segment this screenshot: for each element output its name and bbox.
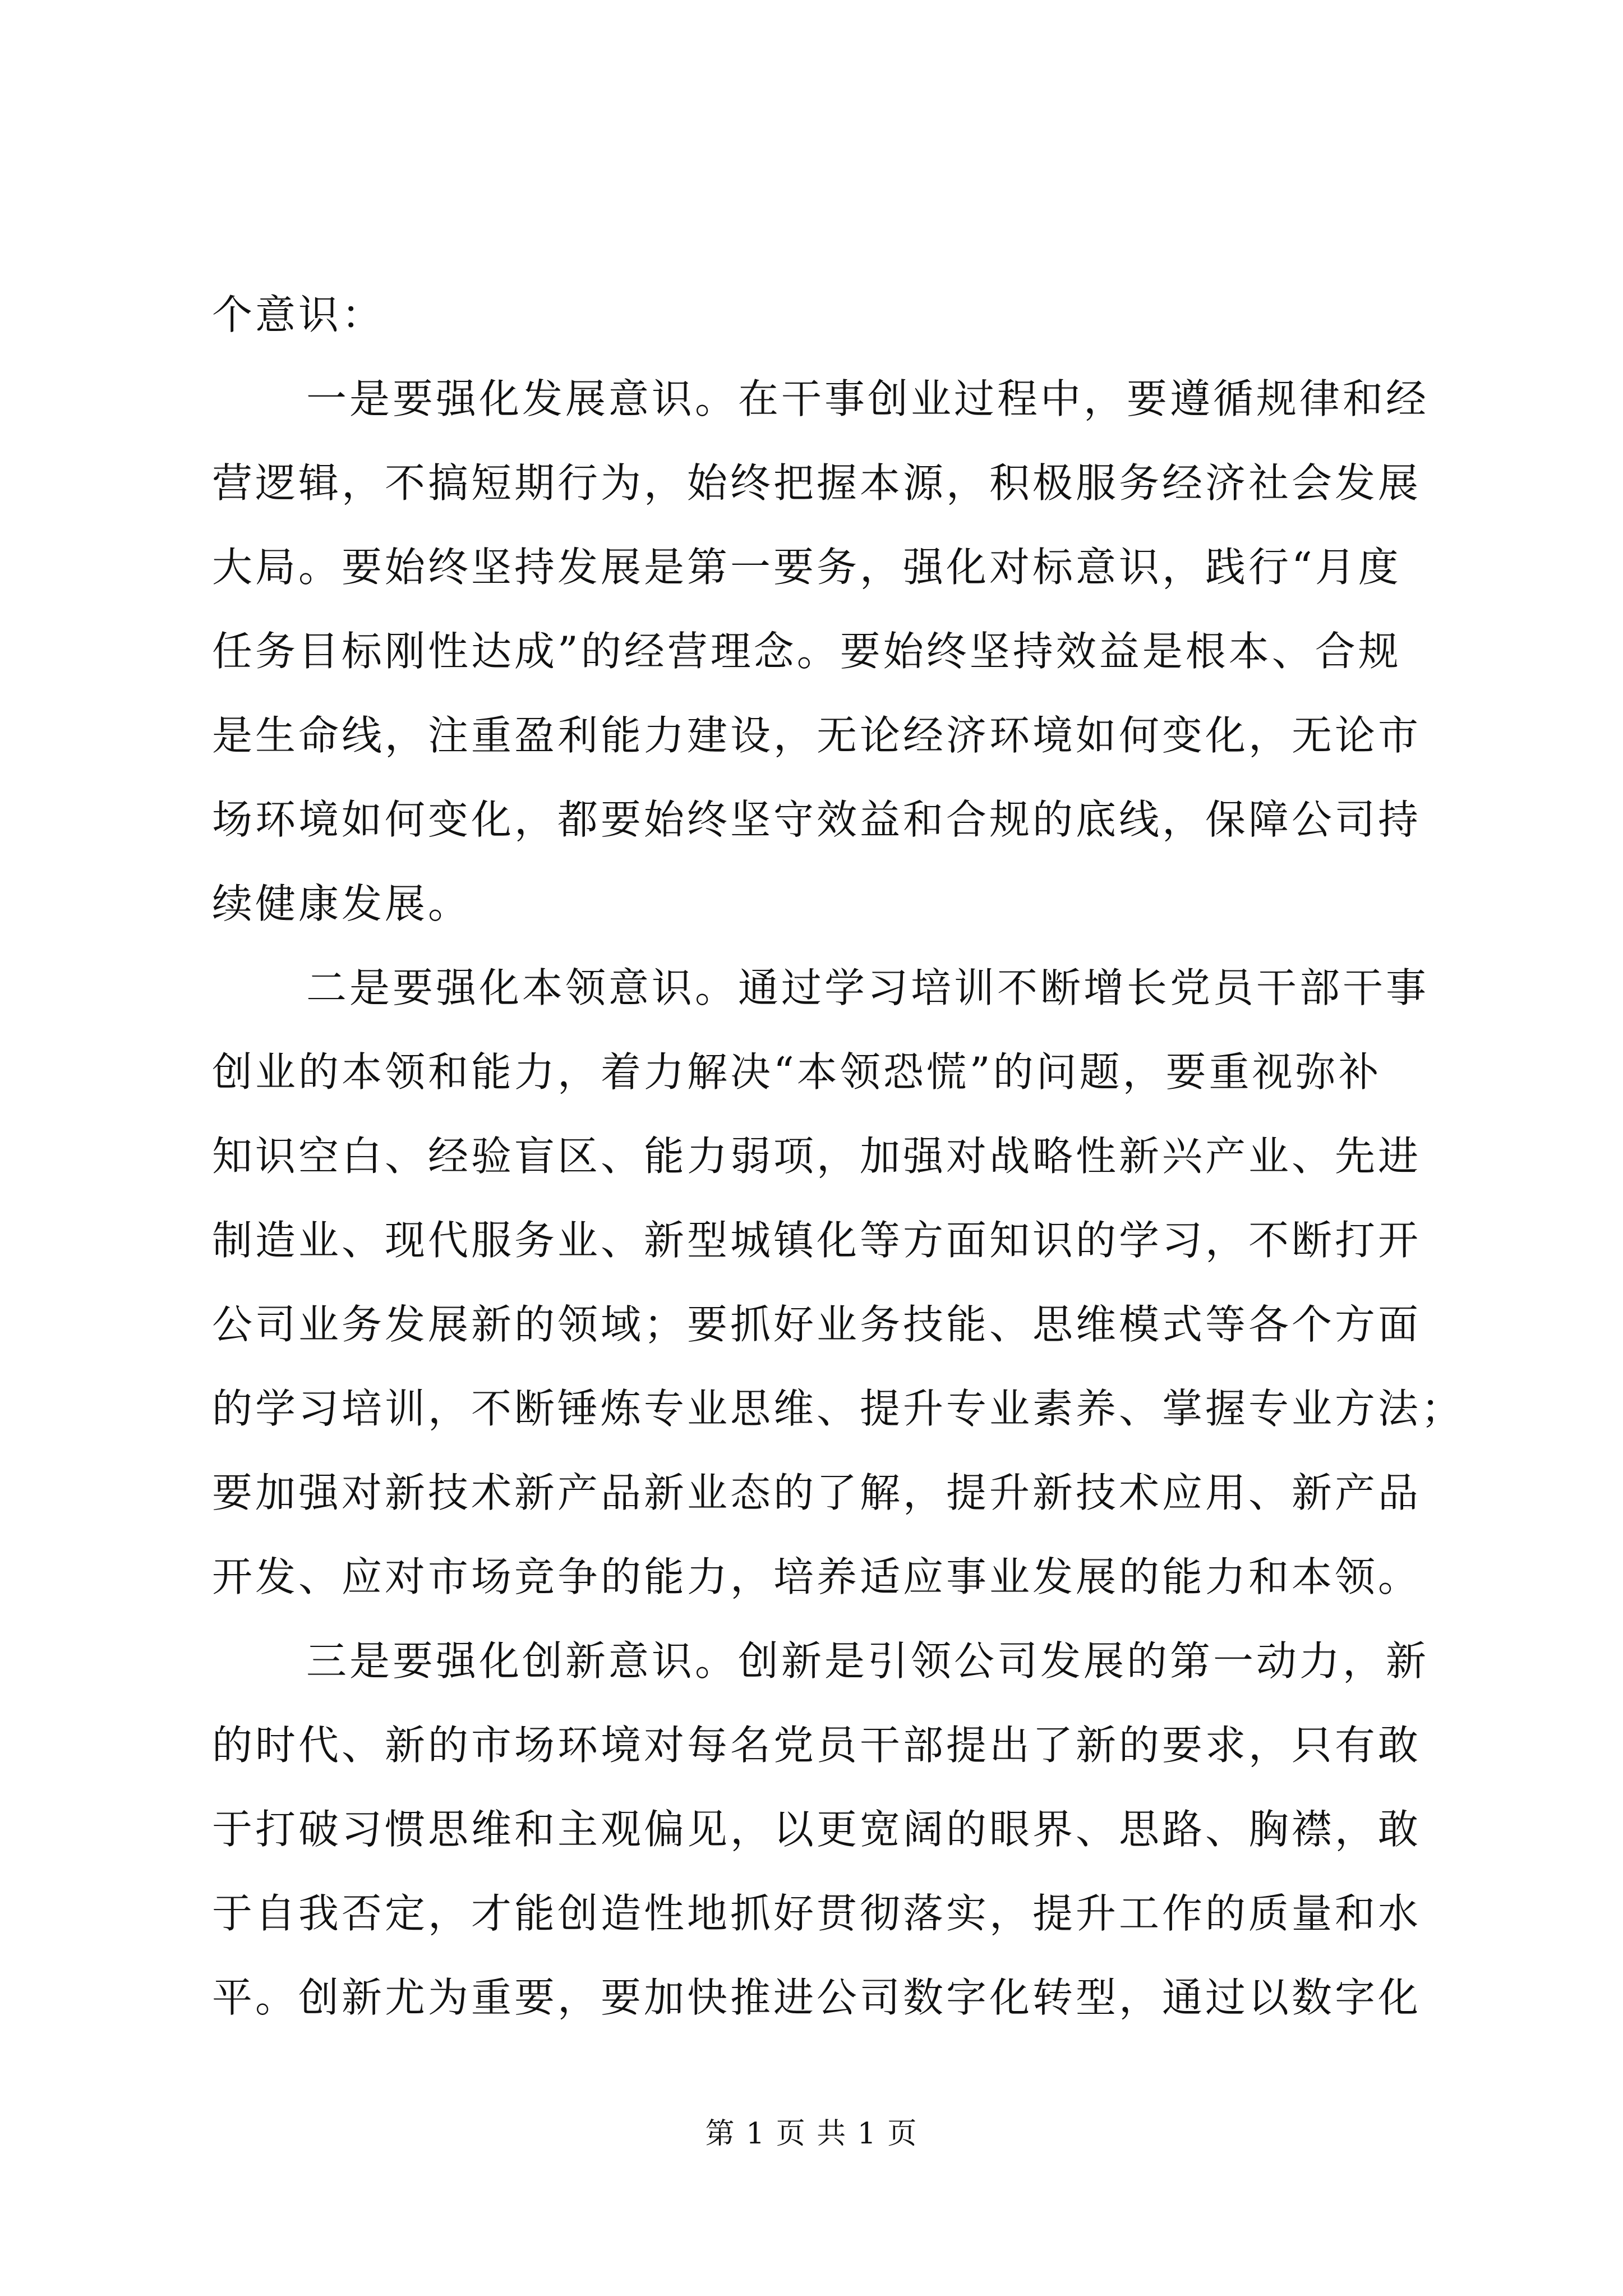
text-line: 的时代、新的市场环境对每名党员干部提出了新的要求，只有敢 (212, 1722, 1422, 1769)
text-line: 开发、应对市场竞争的能力，培养适应事业发展的能力和本领。 (212, 1553, 1422, 1600)
text-line: 公司业务发展新的领域；要抓好业务技能、思维模式等各个方面 (212, 1301, 1422, 1348)
text-line: 场环境如何变化，都要始终坚守效益和合规的底线，保障公司持 (212, 796, 1422, 843)
text-line: 创业的本领和能力，着力解决“本领恐慌”的问题，要重视弥补 (212, 1048, 1382, 1096)
text-line: 制造业、现代服务业、新型城镇化等方面知识的学习，不断打开 (212, 1217, 1422, 1264)
text-line: 平。创新尤为重要，要加快推进公司数字化转型，通过以数字化 (212, 1974, 1422, 2021)
text-line: 二是要强化本领意识。通过学习培训不断增长党员干部干事 (306, 964, 1430, 1011)
text-line: 的学习培训，不断锤炼专业思维、提升专业素养、掌握专业方法； (212, 1385, 1465, 1432)
text-line: 个意识： (212, 291, 385, 338)
text-line: 知识空白、经验盲区、能力弱项，加强对战略性新兴产业、先进 (212, 1133, 1422, 1180)
text-line: 于打破习惯思维和主观偏见，以更宽阔的眼界、思路、胸襟，敢 (212, 1806, 1422, 1853)
page-footer: 第 1 页 共 1 页 (705, 2117, 918, 2151)
text-line: 要加强对新技术新产品新业态的了解，提升新技术应用、新产品 (212, 1469, 1422, 1516)
text-line: 续健康发展。 (212, 880, 472, 927)
text-line: 一是要强化发展意识。在干事创业过程中，要遵循规律和经 (306, 375, 1430, 422)
text-line: 大局。要始终坚持发展是第一要务，强化对标意识，践行“月度 (212, 544, 1401, 591)
text-line: 任务目标刚性达成”的经营理念。要始终坚持效益是根本、合规 (212, 628, 1401, 675)
text-line: 是生命线，注重盈利能力建设，无论经济环境如何变化，无论市 (212, 712, 1422, 759)
text-line: 于自我否定，才能创造性地抓好贯彻落实，提升工作的质量和水 (212, 1890, 1422, 1937)
text-line: 营逻辑，不搞短期行为，始终把握本源，积极服务经济社会发展 (212, 459, 1422, 507)
text-line: 三是要强化创新意识。创新是引领公司发展的第一动力，新 (306, 1637, 1430, 1685)
body-text (212, 273, 1465, 2040)
